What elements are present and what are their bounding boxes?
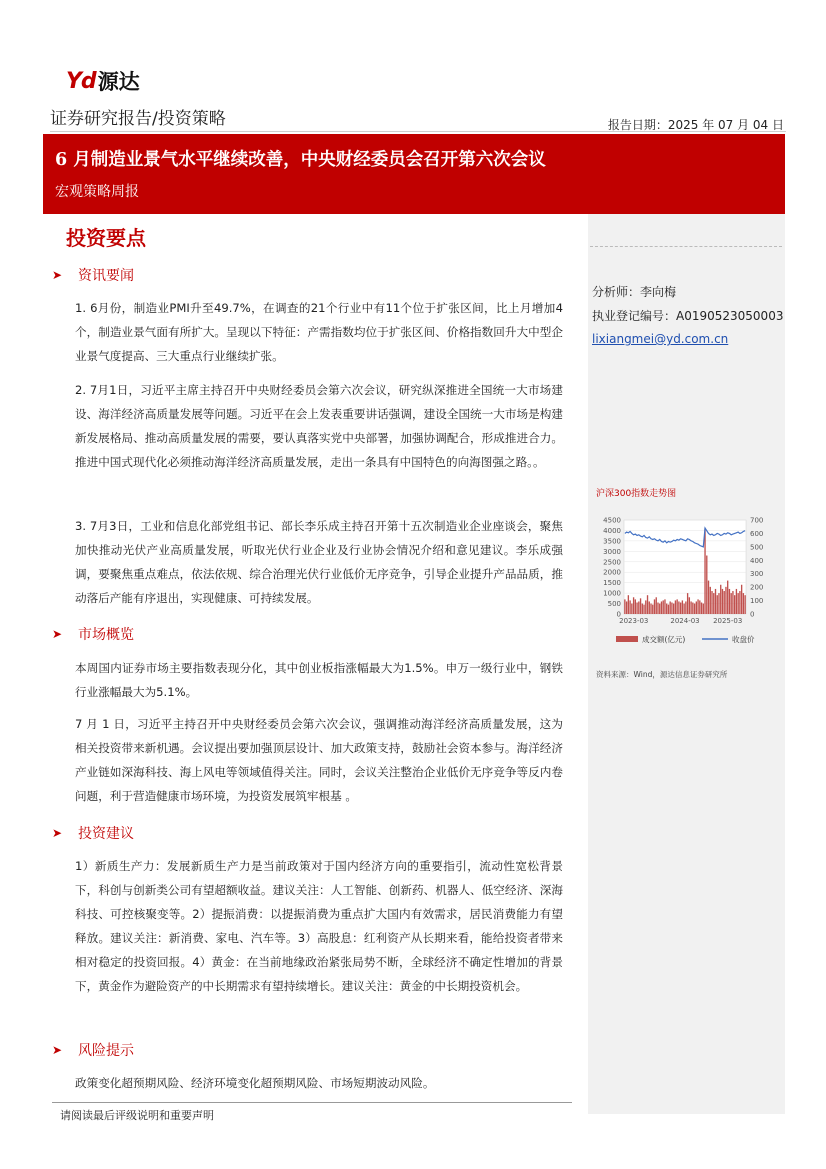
legend-label-volume: 成交额(亿元) xyxy=(642,635,686,644)
volume-bar xyxy=(657,603,658,614)
report-subtitle: 宏观策略周报 xyxy=(55,184,139,200)
report-date: 报告日期：2025 年 07 月 04 日 xyxy=(607,118,784,132)
section-label: 市场概览 xyxy=(78,627,134,643)
volume-bar xyxy=(685,601,686,614)
sidebar-divider xyxy=(590,246,782,247)
volume-bar xyxy=(675,600,676,614)
volume-bar xyxy=(678,601,679,614)
key-points-title: 投资要点 xyxy=(66,226,146,250)
volume-bar xyxy=(683,604,684,614)
volume-bar xyxy=(649,601,650,614)
volume-bar xyxy=(645,600,646,614)
section-label: 资讯要闻 xyxy=(78,268,134,284)
volume-bar xyxy=(708,581,709,614)
volume-bar xyxy=(706,556,707,614)
volume-bar xyxy=(647,595,648,614)
x-axis-tick-label: 2023-03 xyxy=(619,617,649,625)
advice-paragraph: 1）新质生产力：发展新质生产力是当前政策对于国内经济方向的重要指引，流动性宽松背景下，科创与创新类公司有望超额收益。建议关注：人工智能、创新药、机器人、低空经济、深海科技、可控核聚变等。2）提振消费：以提振消费为重点扩大国内有效需求，居民消费能力有望释放。建议关注：新消费、家电、汽车等。3）高股息：红利资产从长期来看，能给投资者带来相对稳定的投资回报。4）黄金：在当前地缘政治紧张局势不断，全球经济不确定性增加的背景下，黄金作为避险资产的中长期需求有望持续增长。建议关注：黄金的中长期投资机会。 xyxy=(75,859,563,993)
volume-bar xyxy=(643,605,644,614)
logo-name: 源达 xyxy=(97,70,140,94)
volume-bar xyxy=(633,597,634,614)
volume-bar xyxy=(661,601,662,614)
left-axis-tick-label: 4500 xyxy=(603,516,621,525)
volume-bar xyxy=(717,595,718,614)
left-axis-tick-label: 2500 xyxy=(603,558,621,567)
left-axis-tick-label: 2000 xyxy=(603,568,621,577)
arrow-bullet-icon: ➤ xyxy=(52,268,63,282)
volume-bar xyxy=(656,597,657,614)
volume-bar xyxy=(628,595,629,614)
report-title: 6 月制造业景气水平继续改善，中央财经委员会召开第六次会议 xyxy=(55,150,546,170)
footer-disclaimer: 请阅读最后评级说明和重要声明 xyxy=(60,1109,214,1122)
volume-bar xyxy=(666,604,667,614)
left-axis-tick-label: 1000 xyxy=(603,589,621,598)
volume-bar xyxy=(725,587,726,614)
volume-bar xyxy=(724,591,725,614)
right-axis-tick-label: 600 xyxy=(750,529,764,538)
news-paragraph-2: 2. 7月1日，习近平主席主持召开中央财经委员会第六次会议，研究纵深推进全国统一大市场建设、海洋经济高质量发展等问题。习近平在会上发表重要讲话强调，建设全国统一大市场是构建新发展格局、推动高质量发展的需要，要认真落实党中央部署，加强协调配合，形成推进合力。推进中国式现代化必须推动海洋经济高质量发展，走出一条具有中国特色的向海图强之路。。 xyxy=(75,383,563,469)
volume-bar xyxy=(690,601,691,614)
volume-bar xyxy=(729,589,730,614)
volume-bar xyxy=(722,589,723,614)
news-paragraph-1: 1. 6月份，制造业PMI升至49.7%，在调查的21个行业中有11个位于扩张区间，比上月增加4个，制造业景气面有所扩大。呈现以下特征：产需指数均位于扩张区间、价格指数回升大中型企业景气度提高、三大重点行业继续扩张。 xyxy=(75,301,563,363)
volume-bar xyxy=(682,600,683,614)
volume-bar xyxy=(692,603,693,614)
market-paragraph-2: 7 月 1 日，习近平主持召开中央财经委员会第六次会议，强调推动海洋经济高质量发展，这为相关投资带来新机遇。会议提出要加强顶层设计、加大政策支持，鼓励社会资本参与。海洋经济产业链如深海科技、海上风电等领域值得关注。同时，会议关注整治企业低价无序竞争等反内卷问题，利于营造健康市场环境，为投资发展筑牢根基 。 xyxy=(75,717,563,803)
volume-bar xyxy=(676,599,677,614)
analyst-registration: 执业登记编号：A0190523050003 xyxy=(592,309,784,323)
legend-label-price: 收盘价 xyxy=(732,635,755,644)
volume-bar xyxy=(736,589,737,614)
risk-paragraph: 政策变化超预期风险、经济环境变化超预期风险、市场短期波动风险。 xyxy=(75,1076,435,1090)
volume-bar xyxy=(638,601,639,614)
volume-bar xyxy=(703,604,704,614)
left-axis-tick-label: 500 xyxy=(607,600,621,609)
volume-bar xyxy=(741,585,742,614)
volume-bar xyxy=(737,593,738,614)
volume-bar xyxy=(671,603,672,614)
right-axis-tick-label: 500 xyxy=(750,543,764,552)
volume-bar xyxy=(635,599,636,614)
arrow-bullet-icon: ➤ xyxy=(52,826,63,840)
volume-bar xyxy=(654,599,655,614)
volume-bar xyxy=(652,605,653,614)
volume-bar xyxy=(659,604,660,614)
volume-bar xyxy=(680,603,681,614)
volume-bar xyxy=(631,604,632,614)
section-label: 风险提示 xyxy=(78,1043,134,1059)
footer-divider xyxy=(52,1102,572,1103)
volume-bar xyxy=(626,601,627,614)
right-axis-tick-label: 200 xyxy=(750,583,764,592)
volume-bar xyxy=(697,599,698,614)
volume-bar xyxy=(624,599,625,614)
logo-mark: Yd xyxy=(66,68,96,94)
left-axis-tick-label: 3000 xyxy=(603,547,621,556)
volume-bar xyxy=(664,599,665,614)
volume-bar xyxy=(734,595,735,614)
left-axis-tick-label: 4000 xyxy=(603,526,621,535)
volume-bar xyxy=(636,603,637,614)
volume-bar xyxy=(732,591,733,614)
volume-bar xyxy=(713,593,714,614)
arrow-bullet-icon: ➤ xyxy=(52,627,63,641)
brand-logo xyxy=(66,66,140,96)
volume-bar xyxy=(687,593,688,614)
report-type: 证券研究报告/投资策略 xyxy=(50,109,226,129)
volume-bar xyxy=(739,591,740,614)
volume-bar xyxy=(743,593,744,614)
section-header-risk xyxy=(52,1040,134,1060)
chart-source: 资料来源：Wind，源达信息证券研究所 xyxy=(596,670,728,679)
section-label: 投资建议 xyxy=(78,826,134,842)
volume-bar xyxy=(704,528,705,614)
volume-bar xyxy=(710,587,711,614)
volume-bar xyxy=(731,593,732,614)
volume-bar xyxy=(711,591,712,614)
right-axis-tick-label: 100 xyxy=(750,597,764,606)
arrow-bullet-icon: ➤ xyxy=(52,1043,63,1057)
legend-swatch-volume xyxy=(616,636,638,642)
chart-title: 沪深300指数走势图 xyxy=(596,489,677,499)
market-paragraph-1: 本周国内证券市场主要指数表现分化，其中创业板指涨幅最大为1.5%。申万一级行业中，钢铁行业涨幅最大为5.1%。 xyxy=(75,661,563,699)
volume-bar xyxy=(689,597,690,614)
analyst-email-link[interactable]: lixiangmei@yd.com.cn xyxy=(592,332,729,346)
volume-bar xyxy=(718,593,719,614)
volume-bar xyxy=(696,601,697,614)
right-axis-tick-label: 300 xyxy=(750,570,764,579)
volume-bar xyxy=(727,581,728,614)
news-paragraph-3: 3. 7月3日，工业和信息化部党组书记、部长李乐成主持召开第十五次制造业企业座谈会，聚焦加快推动光伏产业高质量发展，听取光伏行业企业及行业协会情况介绍和意见建议。李乐成强调，要聚焦重点难点，依法依规、综合治理光伏行业低价无序竞争，引导企业提升产品品质，推动落后产能有序退出，实现健康、可持续发展。 xyxy=(75,519,563,605)
volume-bar xyxy=(642,604,643,614)
volume-bar xyxy=(670,601,671,614)
volume-bar xyxy=(701,603,702,614)
analyst-name: 分析师：李向梅 xyxy=(592,285,677,299)
section-header-news xyxy=(52,265,134,285)
volume-bar xyxy=(650,604,651,614)
right-axis-tick-label: 700 xyxy=(750,516,764,525)
x-axis-tick-label: 2025-03 xyxy=(713,617,743,625)
left-axis-tick-label: 0 xyxy=(616,610,621,619)
volume-bar xyxy=(715,589,716,614)
section-header-advice xyxy=(52,823,134,843)
volume-bar xyxy=(663,600,664,614)
volume-bar xyxy=(699,600,700,614)
left-axis-tick-label: 3500 xyxy=(603,537,621,546)
volume-bar xyxy=(629,600,630,614)
right-axis-tick-label: 400 xyxy=(750,556,764,565)
volume-bar xyxy=(744,595,745,614)
section-header-market xyxy=(52,624,134,644)
right-axis-tick-label: 0 xyxy=(750,610,755,619)
volume-bar xyxy=(673,604,674,614)
left-axis-tick-label: 1500 xyxy=(603,579,621,588)
x-axis-tick-label: 2024-03 xyxy=(670,617,700,625)
volume-bar xyxy=(720,585,721,614)
volume-bar xyxy=(694,604,695,614)
volume-bar xyxy=(640,598,641,614)
index-trend-chart xyxy=(594,508,772,658)
volume-bar xyxy=(668,605,669,614)
sidebar-panel xyxy=(588,214,785,1114)
